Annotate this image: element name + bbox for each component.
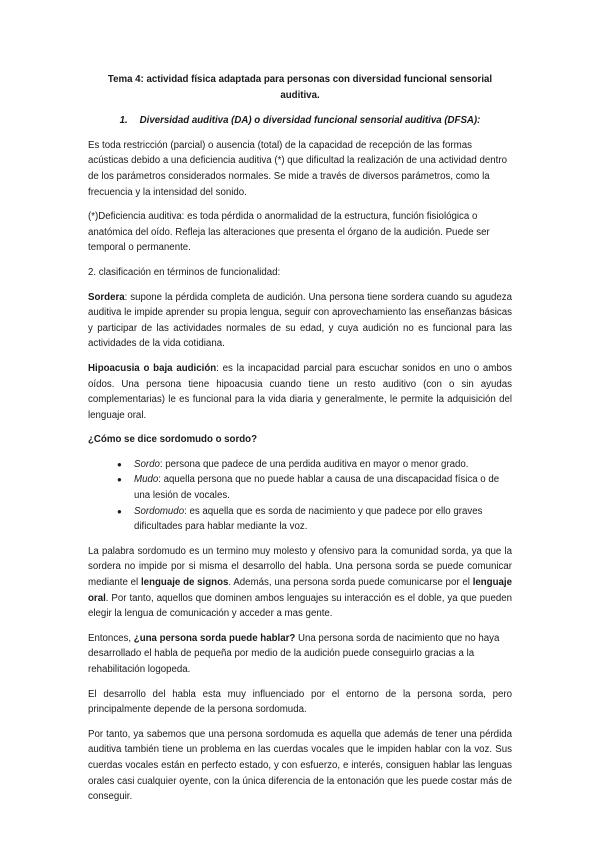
bullet-icon: ● <box>117 475 122 485</box>
list-item <box>117 472 512 503</box>
hipoacusia-term: Hipoacusia o baja audición <box>88 362 217 374</box>
hipoacusia-paragraph <box>88 361 512 423</box>
bullet-icon: ● <box>117 506 122 516</box>
list-item <box>117 457 512 473</box>
definitions-list <box>88 457 512 535</box>
entonces-question: ¿una persona sorda puede hablar? <box>133 632 296 644</box>
sordomudo-paragraph <box>88 544 512 622</box>
bullet-icon: ● <box>117 459 122 469</box>
sordera-paragraph <box>88 290 512 352</box>
list-item-text: : persona que padece de una perdida auditiva en mayor o menor grado. <box>159 458 469 470</box>
section-2-heading: 2. clasificación en términos de funcionalidad: <box>88 266 281 278</box>
section-1-heading-text: Diversidad auditiva (DA) o diversidad funcional sensorial auditiva (DFSA): <box>139 115 481 127</box>
sordomudo-text-2: . Además, una persona sorda puede comunicarse por el <box>228 577 473 589</box>
sordomudo-text-3: . Por tanto, aquellos que dominen ambos lenguajes su interacción es el doble, ya que pueden elegir la lengua de comunicación y acceder a mas gente. <box>88 592 512 620</box>
list-item-term: Sordo <box>134 458 160 470</box>
list-item <box>117 504 512 535</box>
sordomudo-bold-2: lenguaje oral <box>88 577 512 604</box>
list-item-term: Mudo <box>134 474 159 486</box>
entonces-text: Una persona sorda de nacimiento que no haya desarrollado el habla de pequeña por medio de la audición puede conseguirlo gracias a la rehabilitación logopeda. <box>88 632 500 675</box>
section-1-number: 1. <box>119 115 128 127</box>
deficiency-paragraph: (*)Deficiencia auditiva: es toda pérdida o anormalidad de la estructura, función fisiológica o anatómica del oído. Refleja las alteraciones que presenta el órgano de la audición. Puede ser temporal o permanente. <box>88 211 490 254</box>
document-title: Tema 4: actividad física adaptada para personas con diversidad funcional sensorial auditiva. <box>107 74 493 101</box>
entonces-lead: Entonces, <box>88 632 134 644</box>
question-heading: ¿Cómo se dice sordomudo o sordo? <box>88 434 258 446</box>
entonces-paragraph <box>88 631 512 678</box>
sordomudo-text-1: La palabra sordomudo es un termino muy molesto y ofensivo para la comunidad sorda, ya que la sordera no impide por si misma el desarrollo del habla. Una persona sorda se puede comunicar mediante el <box>88 545 512 589</box>
hipoacusia-text: : es la incapacidad parcial para escuchar sonidos en uno o ambos oídos. Una persona tiene hipoacusia cuando tiene un resto auditivo (con o sin ayudas complementarias) le es funcional para la vida diaria y generalmente, le permite la adquisición del lenguaje oral. <box>88 362 512 421</box>
sordera-term: Sordera <box>88 291 125 303</box>
list-item-text: : aquella persona que no puede hablar a causa de una discapacidad física o de una lesión de vocales. <box>134 474 500 502</box>
document-body <box>88 72 512 805</box>
desarrollo-paragraph: El desarrollo del habla esta muy influenciado por el entorno de la persona sorda, pero principalmente depende de la persona sordomuda. <box>88 688 512 716</box>
list-item-text: : es aquella que es sorda de nacimiento y que padece por ello graves dificultades para hablar mediante la voz. <box>134 505 483 533</box>
final-paragraph: Por tanto, ya sabemos que una persona sordomuda es aquella que además de tener una pérdida auditiva también tiene un problema en las cuerdas vocales que le impiden hablar con la voz. Sus cuerdas vocales están en perfecto estado, y con esfuerzo, e interés, consiguen hablar las lenguas orales casi cualquier oyente, con la única diferencia de la entonación que les puede costar más de conseguir. <box>88 728 512 803</box>
sordera-text: : supone la pérdida completa de audición. Una persona tiene sordera cuando su agudeza auditiva le impide aprender su propia lengua, seguir con aprovechamiento las enseñanzas básicas y participar de las actividades normales de su edad, y cuya audición no es funcional para las actividades de la vida cotidiana. <box>88 291 512 350</box>
sordomudo-bold-1: lenguaje de signos <box>140 577 229 589</box>
definition-paragraph: Es toda restricción (parcial) o ausencia (total) de la capacidad de recepción de las formas acústicas debido a una deficiencia auditiva (*) que dificultad la realización de una actividad dentro de los parámetros considerados normales. Se mide a través de diversos parámetros, como la frecuencia y la intensidad del sonido. <box>88 139 507 198</box>
section-1-heading <box>88 113 512 129</box>
list-item-term: Sordomudo <box>134 505 185 517</box>
